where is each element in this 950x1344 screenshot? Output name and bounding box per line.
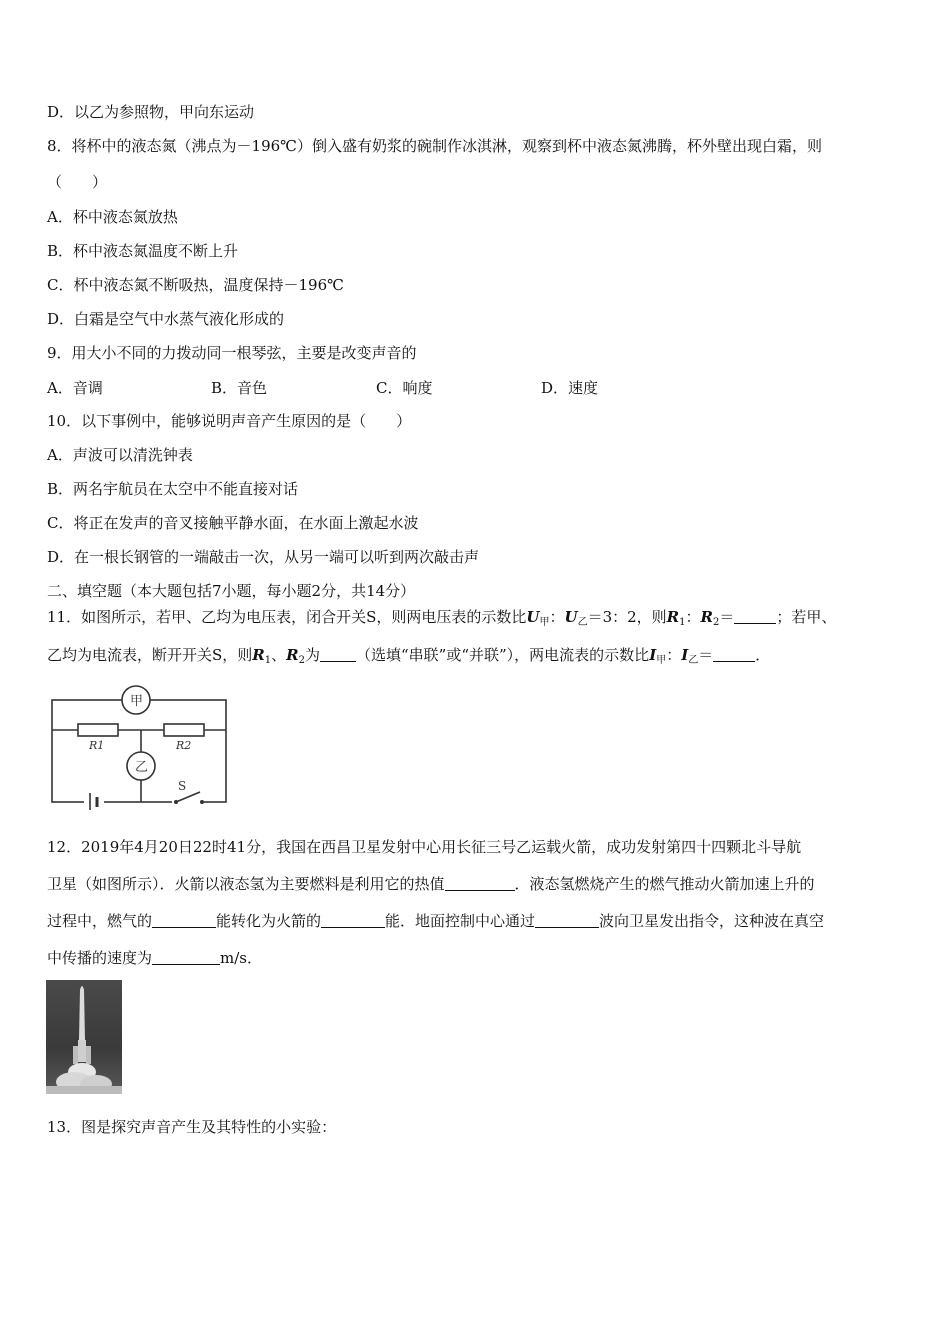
q11-eq: ＝ bbox=[719, 608, 735, 626]
q11-ratio: ＝3：2，则 bbox=[587, 608, 667, 626]
q8-stem: 8．将杯中的液态氮（沸点为－196℃）倒入盛有奶浆的碗制作冰淇淋，观察到杯中液态氮沸腾，杯外壁出现白霜，则 bbox=[47, 137, 822, 155]
q10-option-c: C．将正在发声的音叉接触平静水面，在水面上激起水波 bbox=[47, 514, 419, 532]
q11-u2: U bbox=[564, 608, 578, 626]
meter-yi-label: 乙 bbox=[135, 760, 149, 775]
q12-text-1: 卫星（如图所示）．火箭以液态氢为主要燃料是利用它的热值 bbox=[47, 875, 445, 893]
q8-paren: （ ） bbox=[47, 173, 108, 191]
switch-label: S bbox=[178, 779, 187, 793]
r2-label: R2 bbox=[176, 739, 192, 752]
q7-option-d: D．以乙为参照物，甲向东运动 bbox=[47, 103, 255, 121]
q12-text-6: 波向卫星发出指令，这种波在真空 bbox=[599, 912, 825, 930]
q12-text-7: 中传播的速度为 bbox=[47, 949, 153, 967]
q11-blank-3[interactable] bbox=[713, 646, 755, 662]
q12-text-8: m/s． bbox=[220, 949, 262, 967]
q12-blank-3[interactable] bbox=[321, 912, 385, 928]
q9-option-d: D．速度 bbox=[541, 379, 599, 397]
q11-blank-2[interactable] bbox=[320, 646, 356, 662]
q9-stem: 9．用大小不同的力拨动同一根琴弦，主要是改变声音的 bbox=[47, 344, 417, 362]
q11-i1-sub: 甲 bbox=[656, 655, 667, 666]
circuit-diagram bbox=[44, 680, 234, 810]
q10-stem: 10．以下事例中，能够说明声音产生原因的是（ ） bbox=[47, 412, 412, 430]
q12-text-5: 能．地面控制中心通过 bbox=[385, 912, 536, 930]
q12-text-3: 过程中，燃气的 bbox=[47, 912, 153, 930]
q11-r1b-sub: 1 bbox=[264, 655, 272, 666]
q11-text-5: （选填“串联”或“并联”），两电流表的示数比 bbox=[356, 646, 650, 664]
resistor-r2 bbox=[164, 724, 204, 736]
q11-sub-jia: 甲 bbox=[539, 617, 550, 628]
q11-text-3: 乙均为电流表，断开开关S，则 bbox=[47, 646, 253, 664]
r1-label: R1 bbox=[89, 739, 105, 752]
q8-option-c: C．杯中液态氮不断吸热，温度保持－196℃ bbox=[47, 276, 344, 294]
q11-eq2: ＝ bbox=[698, 646, 714, 664]
q11-period: ． bbox=[755, 646, 771, 664]
q8-option-a: A．杯中液态氮放热 bbox=[47, 208, 178, 226]
section-heading: 二、填空题（本大题包括7小题，每小题2分，共14分） bbox=[47, 582, 416, 600]
q11-sub-yi: 乙 bbox=[577, 617, 588, 628]
circuit-outer-wire bbox=[52, 700, 226, 802]
q8-option-b: B．杯中液态氮温度不断上升 bbox=[47, 242, 239, 260]
q11-r2b-sub: 2 bbox=[298, 655, 305, 666]
q11-colon2: ： bbox=[685, 608, 701, 626]
q12-blank-1[interactable] bbox=[445, 875, 515, 891]
q11-r2b: R bbox=[286, 646, 299, 664]
q8-option-d: D．白霜是空气中水蒸气液化形成的 bbox=[47, 310, 285, 328]
q12-blank-2[interactable] bbox=[152, 912, 216, 928]
q11-r2: R bbox=[700, 608, 713, 626]
q11-i2: I bbox=[681, 646, 689, 664]
q11-r1-sub: 1 bbox=[679, 617, 686, 628]
q11-text-4: 为 bbox=[304, 646, 320, 664]
q11-line1 bbox=[47, 607, 836, 633]
q13-stem: 13．图是探究声音产生及其特性的小实验： bbox=[47, 1118, 337, 1136]
q9-option-c: C．响度 bbox=[376, 379, 433, 397]
q11-i2-sub: 乙 bbox=[688, 655, 699, 666]
rocket-photo bbox=[46, 980, 122, 1094]
q11-text-2: ；若甲、 bbox=[776, 608, 837, 626]
q11-u: U bbox=[526, 608, 540, 626]
q9-option-a: A．音调 bbox=[47, 379, 103, 397]
q12-line1: 12．2019年4月20日22时41分，我国在西昌卫星发射中心用长征三号乙运载火箭，成功发射第四十四颗北斗导航 bbox=[47, 838, 802, 856]
q11-r1: R bbox=[666, 608, 680, 626]
q9-option-b: B．音色 bbox=[211, 379, 268, 397]
switch-pivot bbox=[174, 800, 178, 804]
q11-r1b: R bbox=[252, 646, 265, 664]
q11-comma: 、 bbox=[271, 646, 287, 664]
resistor-r1 bbox=[78, 724, 118, 736]
q11-colon3: ： bbox=[666, 646, 682, 664]
q11-text-1: 11．如图所示，若甲、乙均为电压表，闭合开关S，则两电压表的示数比 bbox=[47, 608, 527, 626]
q11-colon: ： bbox=[549, 608, 565, 626]
q12-blank-5[interactable] bbox=[152, 949, 220, 965]
q11-blank-1[interactable] bbox=[734, 608, 776, 624]
meter-jia-label: 甲 bbox=[130, 694, 144, 709]
q12-text-4: 能转化为火箭的 bbox=[216, 912, 322, 930]
q10-option-b: B．两名宇航员在太空中不能直接对话 bbox=[47, 480, 299, 498]
q11-i1: I bbox=[649, 646, 657, 664]
q10-option-d: D．在一根长钢管的一端敲击一次，从另一端可以听到两次敲击声 bbox=[47, 548, 480, 566]
q12-blank-4[interactable] bbox=[535, 912, 599, 928]
q12-text-2: ．液态氢燃烧产生的燃气推动火箭加速上升的 bbox=[514, 875, 815, 893]
q10-option-a: A．声波可以清洗钟表 bbox=[47, 446, 193, 464]
q11-r2-sub: 2 bbox=[713, 617, 720, 628]
q12-line2 bbox=[47, 874, 815, 894]
q12-line4 bbox=[47, 948, 262, 968]
q12-line3 bbox=[47, 911, 824, 931]
switch-contact bbox=[200, 800, 204, 804]
q11-line2 bbox=[47, 645, 770, 671]
